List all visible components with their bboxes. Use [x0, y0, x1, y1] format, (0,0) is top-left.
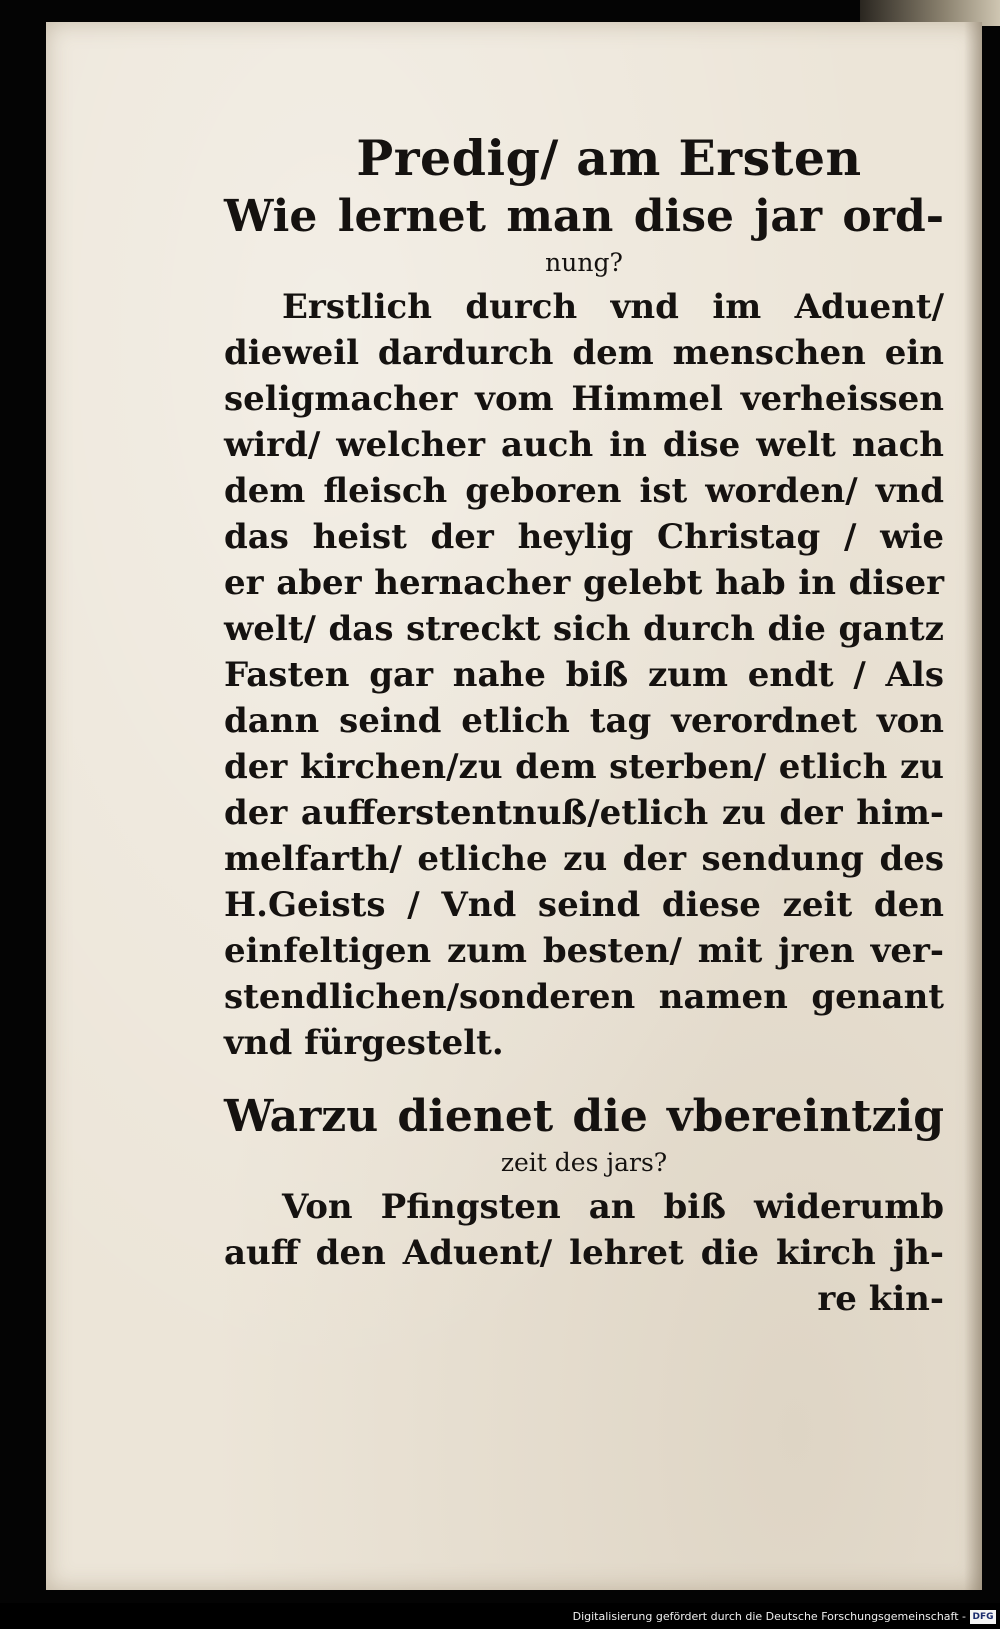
- answer-paragraph-2: [224, 1184, 944, 1322]
- question-heading-2: Warzu dienet die vbereintzig: [224, 1091, 944, 1142]
- dfg-logo: DFG: [970, 1610, 996, 1624]
- text-line: dieweil dardurch dem menschen ein: [224, 333, 944, 373]
- text-line: der aufferstentnuß/etlich zu der him-: [224, 793, 944, 833]
- text-line: Erstlich durch vnd im Aduent/: [282, 287, 944, 327]
- section-gap: [224, 1066, 944, 1088]
- text-line: seligmacher vom Himmel verheissen: [224, 379, 944, 419]
- text-line: das heist der heylig Christag / wie: [224, 517, 944, 557]
- page-gutter-shadow: [964, 22, 982, 1590]
- question-heading-1-tail: nung?: [545, 248, 623, 277]
- text-line: Fasten gar nahe biß zum endt / Als: [224, 655, 944, 695]
- text-line: er aber hernacher gelebt hab in diser: [224, 563, 944, 603]
- text-line: welt/ das streckt sich durch die gantz: [224, 609, 944, 649]
- text-line: Von Pfingsten an biß widerumb: [282, 1187, 944, 1227]
- text-line: dem fleisch geboren ist worden/ vnd: [224, 471, 944, 511]
- question-heading-2-tail: zeit des jars?: [500, 1148, 668, 1177]
- text-line: melfarth/ etliche zu der sendung des: [224, 839, 944, 879]
- text-line: einfeltigen zum besten/ mit jren ver-: [224, 931, 944, 971]
- text-line: wird/ welcher auch in dise welt nach: [224, 425, 944, 465]
- text-line: der kirchen/zu dem sterben/ etlich zu: [224, 747, 944, 787]
- running-head: Predig/ am Ersten: [356, 129, 862, 187]
- page-text: [224, 128, 944, 1322]
- question-heading-1: Wie lernet man dise jar ord-: [224, 191, 944, 242]
- text-line: stendlichen/sonderen namen genant: [224, 977, 944, 1017]
- catchword: re kin-: [817, 1279, 944, 1319]
- text-line: dann seind etlich tag verordnet von: [224, 701, 944, 741]
- answer-paragraph-1: [224, 284, 944, 1066]
- text-line: auff den Aduent/ lehret die kirch jh-: [224, 1233, 944, 1273]
- footer-credit: Digitalisierung gefördert durch die Deutsche Forschungsgemeinschaft -: [572, 1610, 966, 1623]
- text-line: vnd fürgestelt.: [224, 1023, 504, 1063]
- text-line: H.Geists / Vnd seind diese zeit den: [224, 885, 944, 925]
- digitization-footer: [0, 1603, 1000, 1629]
